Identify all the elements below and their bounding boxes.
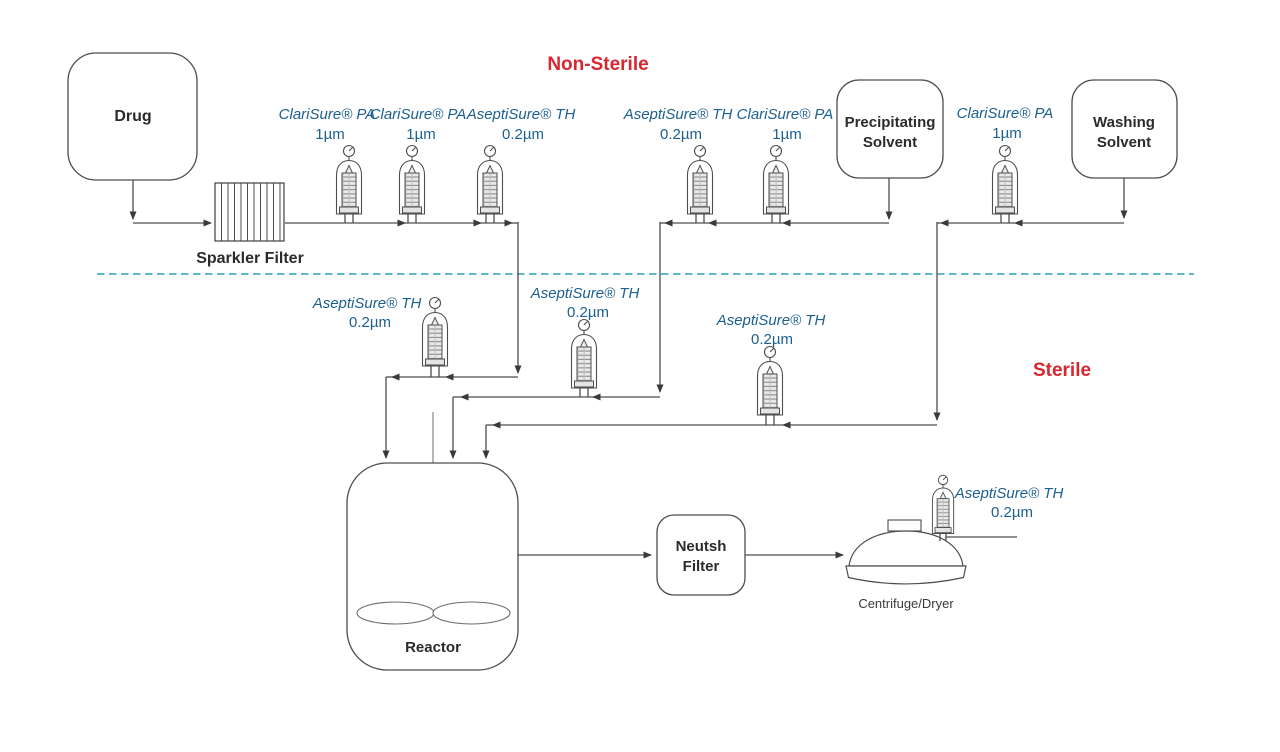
node-neutsh-filter — [657, 515, 745, 595]
impeller-blade-left-icon — [357, 602, 434, 624]
centrifuge-base-icon — [846, 566, 966, 584]
filter-rating-label: 1µm — [406, 126, 436, 143]
filter-brand-label: AseptiSure® TH — [716, 312, 826, 329]
sterile-zone-title: Sterile — [1032, 360, 1092, 381]
filter-brand-label: AseptiSure® TH — [623, 106, 733, 123]
node-sparkler-filter — [196, 183, 304, 267]
neutsh-filter-label-line2: Filter — [682, 558, 720, 575]
filter-rating-label: 0.2µm — [502, 126, 544, 143]
filter-unit-aseptisure-2 — [623, 106, 733, 223]
filter-unit-clarisure-2 — [370, 106, 467, 223]
washing-solvent-label-line1: Washing — [1093, 114, 1155, 131]
neutsh-filter-box — [657, 515, 745, 595]
node-washing-solvent — [1072, 80, 1177, 178]
filter-rating-label: 1µm — [992, 125, 1022, 142]
node-reactor — [347, 412, 518, 670]
node-precipitating-solvent — [837, 80, 943, 178]
filter-cartridge-icon — [423, 298, 448, 367]
filter-unit-aseptisure-3 — [312, 295, 448, 377]
filter-unit-aseptisure-5 — [716, 312, 826, 425]
filter-cartridge-icon — [400, 146, 425, 215]
filter-cartridge-icon — [764, 146, 789, 215]
filter-brand-label: AseptiSure® TH — [954, 485, 1064, 502]
filter-brand-label: ClariSure® PA — [278, 106, 376, 123]
filter-unit-clarisure-1 — [279, 106, 376, 223]
filter-cartridge-icon — [688, 146, 713, 215]
centrifuge-dryer-label: Centrifuge/Dryer — [858, 596, 954, 611]
filter-unit-clarisure-4 — [957, 105, 1054, 223]
filter-cartridge-icon — [478, 146, 503, 215]
filter-cartridge-icon — [337, 146, 362, 215]
filter-unit-aseptisure-vent — [932, 475, 1063, 541]
node-drug — [68, 53, 197, 180]
filter-brand-label: AseptiSure® TH — [466, 106, 576, 123]
impeller-blade-right-icon — [433, 602, 510, 624]
filter-brand-label: AseptiSure® TH — [312, 295, 422, 312]
filter-rating-label: 0.2µm — [567, 304, 609, 321]
non-sterile-zone-title: Non-Sterile — [547, 54, 649, 75]
sparkler-filter-label: Sparkler Filter — [196, 250, 304, 267]
filter-cartridge-icon — [758, 347, 783, 416]
filter-rating-label: 0.2µm — [991, 504, 1033, 521]
filter-rating-label: 0.2µm — [349, 314, 391, 331]
filter-rating-label: 0.2µm — [751, 331, 793, 348]
filter-rating-label: 1µm — [772, 126, 802, 143]
filter-unit-aseptisure-4 — [530, 285, 640, 397]
precipitating-solvent-label-line1: Precipitating — [844, 114, 936, 131]
filter-rating-label: 0.2µm — [660, 126, 702, 143]
filter-brand-label: ClariSure® PA — [956, 105, 1054, 122]
filter-brand-label: ClariSure® PA — [369, 106, 467, 123]
precipitating-solvent-label-line2: Solvent — [862, 134, 918, 151]
washing-solvent-label-line2: Solvent — [1096, 134, 1152, 151]
reactor-label: Reactor — [405, 639, 461, 656]
filter-cartridge-icon — [993, 146, 1018, 215]
filter-unit-aseptisure-1 — [466, 106, 576, 223]
filter-brand-label: ClariSure® PA — [736, 106, 834, 123]
drug-label: Drug — [114, 108, 152, 125]
filter-rating-label: 1µm — [315, 126, 345, 143]
filter-cartridge-icon — [932, 475, 953, 533]
filter-cartridge-icon — [572, 320, 597, 389]
filter-brand-label: AseptiSure® TH — [530, 285, 640, 302]
neutsh-filter-label-line1: Neutsh — [675, 538, 727, 555]
filter-unit-clarisure-3 — [737, 106, 834, 223]
centrifuge-lid-icon — [888, 520, 921, 531]
